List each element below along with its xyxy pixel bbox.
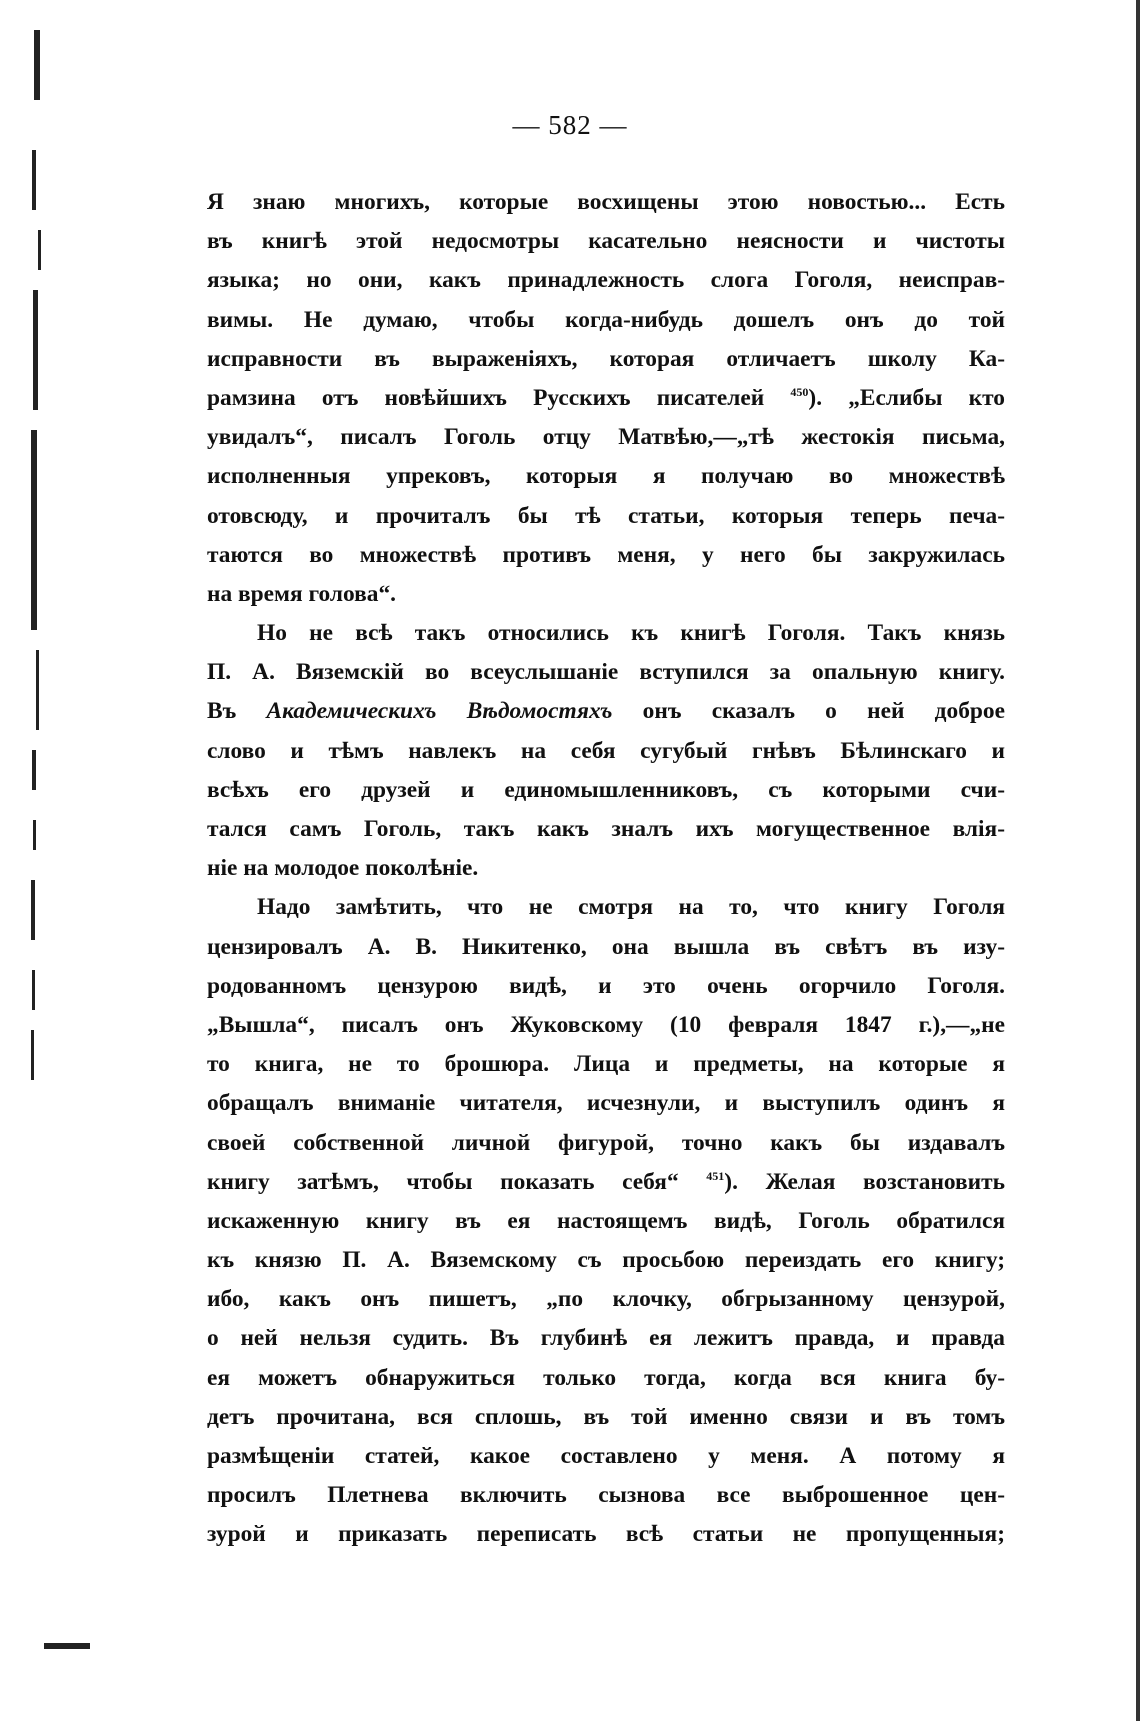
text-run: на время голова“.	[207, 580, 397, 607]
text-line	[207, 1280, 1005, 1319]
text-run: искаженную книгу въ ея настоящемъ видѣ, Гоголь обратился	[207, 1207, 1005, 1234]
paragraph	[207, 614, 1005, 888]
text-line	[207, 1319, 1005, 1358]
text-line	[207, 1437, 1005, 1476]
text-run: детъ прочитана, вся сплошь, въ той именно связи и въ томъ	[207, 1403, 1005, 1430]
text-run: обращалъ вниманіе читателя, исчезнули, и выступилъ одинъ я	[207, 1090, 1005, 1117]
text-line	[207, 418, 1005, 457]
text-line	[207, 771, 1005, 810]
text-run: языка; но они, какъ принадлежность слога Гоголя, неисправ-	[207, 267, 1005, 294]
text-line	[207, 183, 1005, 222]
text-line	[207, 222, 1005, 261]
text-line	[207, 1006, 1005, 1045]
text-line	[207, 536, 1005, 575]
text-run: ея можетъ обнаружиться только тогда, когда вся книга бу-	[207, 1364, 1005, 1391]
text-run: то книга, не то брошюра. Лица и предметы, на которые я	[207, 1051, 1005, 1078]
text-run: своей собственной личной фигурой, точно какъ бы издавалъ	[207, 1129, 1005, 1156]
text-line	[207, 261, 1005, 300]
text-line	[207, 653, 1005, 692]
text-run: ). „Еслибы кто	[808, 384, 1005, 411]
text-line	[207, 340, 1005, 379]
text-line	[207, 928, 1005, 967]
text-run: зурой и приказать переписать всѣ статьи не пропущенныя;	[207, 1521, 1005, 1548]
text-line	[207, 457, 1005, 496]
footnote-ref: 450	[790, 385, 809, 400]
text-line	[207, 692, 1005, 731]
text-line	[207, 1202, 1005, 1241]
body-text	[207, 183, 1005, 1555]
text-run: исполненныя упрековъ, которыя я получаю во множествѣ	[207, 463, 1005, 490]
text-run: ніе на молодое поколѣніе.	[207, 855, 479, 882]
text-line	[207, 379, 1005, 418]
text-run: родованномъ цензурою видѣ, и это очень огорчило Гоголя.	[207, 972, 1005, 999]
text-run: исправности въ выраженіяхъ, которая отличаетъ школу Ка-	[207, 345, 1005, 372]
text-run: ибо, какъ онъ пишетъ, „по клочку, обгрызанному цензурой,	[207, 1286, 1005, 1313]
italic-title: Академическихъ Вѣдомостяхъ	[266, 698, 613, 725]
text-run: ). Желая возстановить	[724, 1168, 1005, 1195]
text-run: размѣщеніи статей, какое составлено у меня. А потому я	[207, 1443, 1005, 1469]
text-line	[207, 849, 1005, 888]
text-run: Въ	[207, 698, 267, 725]
text-line	[207, 1398, 1005, 1437]
text-line	[207, 301, 1005, 340]
page-number: — 582 —	[512, 110, 628, 140]
text-run: „Вышла“, писалъ онъ Жуковскому (10 февраля 1847 г.),—„не	[207, 1011, 1005, 1038]
text-run: рамзина отъ новѣйшихъ Русскихъ писателей	[207, 384, 791, 411]
text-run: онъ сказалъ о ней доброе	[612, 698, 1005, 725]
text-line	[207, 967, 1005, 1006]
text-run: слово и тѣмъ навлекъ на себя сугубый гнѣвъ Бѣлинскаго и	[207, 737, 1005, 764]
text-line	[207, 810, 1005, 849]
text-run: вимы. Не думаю, чтобы когда-нибудь дошелъ онъ до той	[207, 306, 1005, 333]
text-line	[207, 1515, 1005, 1554]
text-run: Но не всѣ такъ относились къ книгѣ Гоголя. Такъ князь	[257, 620, 1005, 647]
text-line	[207, 497, 1005, 536]
text-run: цензировалъ А. В. Никитенко, она вышла въ свѣтъ въ изу-	[207, 933, 1005, 960]
text-line	[207, 1124, 1005, 1163]
footnote-ref: 451	[706, 1168, 725, 1183]
text-line	[207, 888, 1005, 927]
paragraph	[207, 888, 1005, 1554]
text-run: таются во множествѣ противъ меня, у него бы закружилась	[207, 541, 1005, 568]
paragraph	[207, 183, 1005, 614]
text-run: просилъ Плетнева включить сызнова все выброшенное цен-	[207, 1482, 1005, 1509]
text-line	[207, 1084, 1005, 1123]
scan-edge-noise	[30, 30, 66, 1110]
text-run: книгу затѣмъ, чтобы показать себя“	[207, 1168, 707, 1195]
text-run: Я знаю многихъ, которые восхищены этою новостью... Есть	[207, 189, 1005, 215]
text-run: тался самъ Гоголь, такъ какъ зналъ ихъ могущественное влія-	[207, 816, 1005, 842]
text-run: Надо замѣтить, что не смотря на то, что книгу Гоголя	[257, 894, 1005, 921]
text-line	[207, 1476, 1005, 1515]
text-line	[207, 575, 1005, 614]
scan-edge-shadow	[1100, 0, 1140, 1721]
scan-corner-mark	[44, 1640, 90, 1652]
text-line	[207, 1045, 1005, 1084]
text-line	[207, 1163, 1005, 1202]
text-line	[207, 1359, 1005, 1398]
text-run: всѣхъ его друзей и единомышленниковъ, съ которыми счи-	[207, 776, 1005, 803]
text-run: отовсюду, и прочиталъ бы тѣ статьи, которыя теперь печа-	[207, 502, 1005, 529]
text-run: П. А. Вяземскій во всеуслышаніе вступился за опальную книгу.	[207, 659, 1005, 686]
text-line	[207, 614, 1005, 653]
text-run: о ней нельзя судить. Въ глубинѣ ея лежитъ правда, и правда	[207, 1325, 1005, 1352]
text-run: увидалъ“, писалъ Гоголь отцу Матвѣю,—„тѣ жестокія письма,	[207, 424, 1005, 451]
text-run: въ книгѣ этой недосмотры касательно неясности и чистоты	[207, 228, 1005, 255]
text-line	[207, 732, 1005, 771]
text-run: къ князю П. А. Вяземскому съ просьбою переиздать его книгу;	[207, 1247, 1005, 1274]
text-line	[207, 1241, 1005, 1280]
